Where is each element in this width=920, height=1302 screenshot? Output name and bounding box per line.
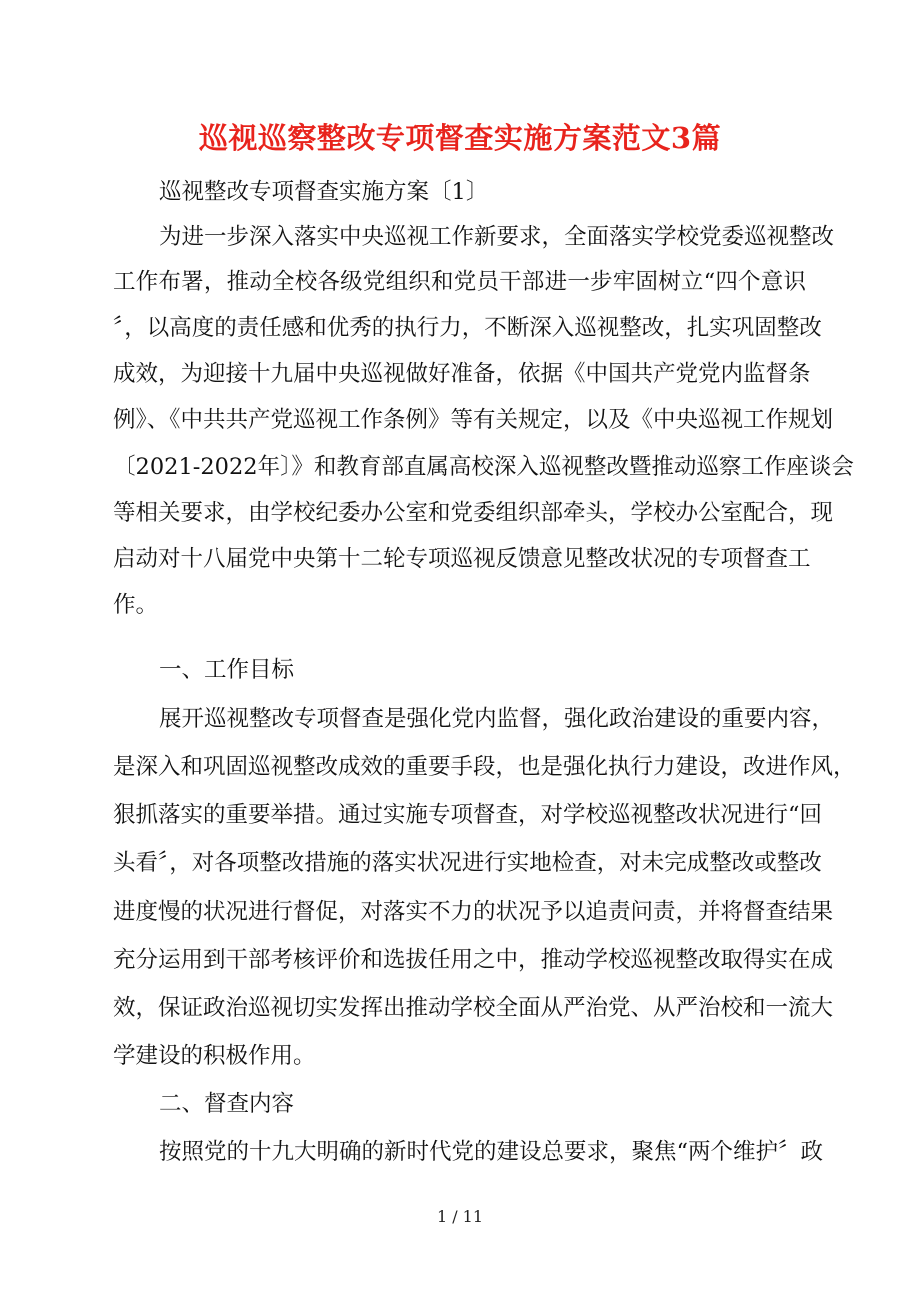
paragraph-line: 为进一步深入落实中央巡视工作新要求，全面落实学校党委巡视整改 [159, 224, 835, 250]
paragraph-line: 〞，以高度的责任感和优秀的执行力，不断深入巡视整改，扎实巩固整改 [113, 315, 822, 341]
paragraph-line: 学建设的积极作用。 [113, 1043, 316, 1069]
paragraph-line: 进度慢的状况进行督促，对落实不力的状况予以追责问责，并将督查结果 [113, 899, 834, 925]
paragraph-line: 是深入和巩固巡视整改成效的重要手段，也是强化执行力建设，改进作风， [113, 754, 856, 780]
paragraph-line: 作。 [113, 592, 159, 618]
page-number: 1 / 11 [436, 1207, 484, 1226]
section-heading: 二、督查内容 [159, 1091, 295, 1117]
paragraph-line: 充分运用到干部考核评价和选拔任用之中，推动学校巡视整改取得实在成 [113, 947, 834, 973]
paragraph-line: 效，保证政治巡视切实发挥出推动学校全面从严治党、从严治校和一流大 [113, 995, 834, 1021]
paragraph-line: 启动对十八届党中央第十二轮专项巡视反馈意见整改状况的专项督查工 [113, 546, 811, 572]
paragraph-line: 狠抓落实的重要举措。通过实施专项督查，对学校巡视整改状况进行“回 [113, 802, 823, 828]
paragraph-line: 工作布署，推动全校各级党组织和党员干部进一步牢固树立“四个意识 [113, 269, 806, 295]
paragraph-line: 头看〞，对各项整改措施的落实状况进行实地检查，对未完成整改或整改 [113, 850, 822, 876]
paragraph-line: 成效，为迎接十九届中央巡视做好准备，依据《中国共产党党内监督条 [113, 361, 811, 387]
paragraph-line: 等相关要求，由学校纪委办公室和党委组织部牵头，学校办公室配合，现 [113, 500, 834, 526]
document-title: 巡视巡察整改专项督查实施方案范文3篇 [198, 121, 722, 155]
section-heading: 一、工作目标 [159, 657, 295, 683]
section-subtitle: 巡视整改专项督查实施方案〔1〕 [159, 179, 489, 205]
paragraph-line: 按照党的十九大明确的新时代党的建设总要求，聚焦“两个维护〞政 [159, 1139, 824, 1165]
paragraph-line: 〔2021-2022年〕》和教育部直属高校深入巡视整改暨推动巡察工作座谈会 [113, 454, 854, 480]
paragraph-line: 展开巡视整改专项督查是强化党内监督，强化政治建设的重要内容， [159, 706, 835, 732]
paragraph-line: 例》、《中共共产党巡视工作条例》等有关规定，以及《中央巡视工作规划 [113, 407, 834, 433]
